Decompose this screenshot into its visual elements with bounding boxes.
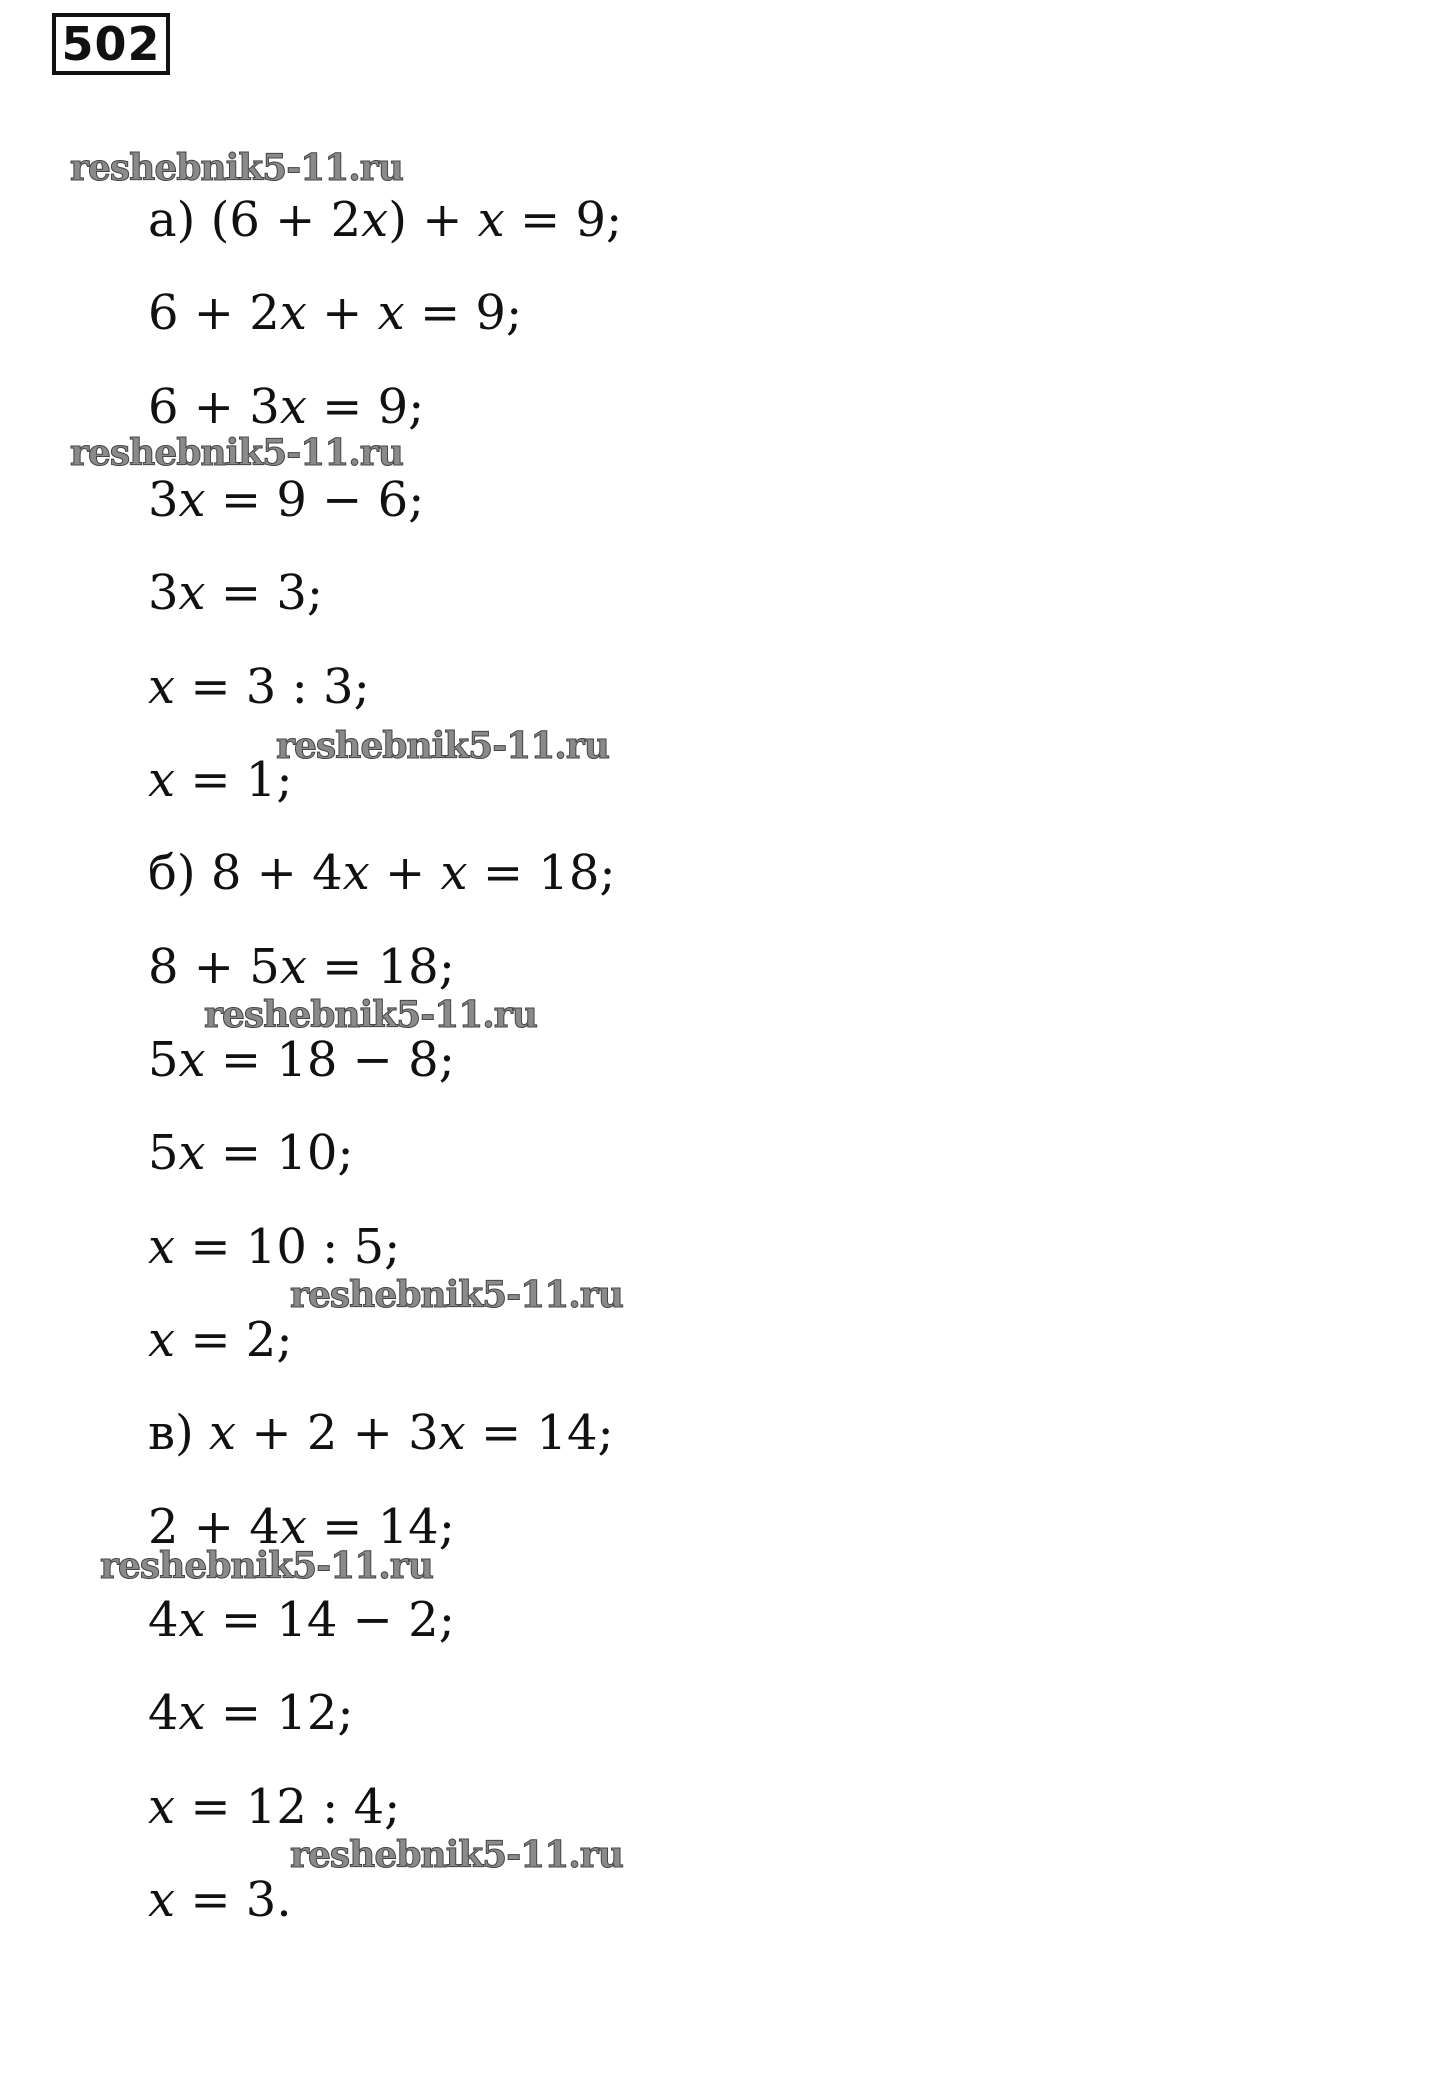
solution-line-c-2: 2 + 4𝑥 = 14; [148, 1499, 455, 1555]
solution-line-a-4: 3𝑥 = 9 − 6; [148, 472, 425, 528]
solution-line-a-2: 6 + 2𝑥 + 𝑥 = 9; [148, 285, 523, 341]
task-number-box: 502 [52, 13, 170, 75]
solution-line-a-7: 𝑥 = 1; [148, 752, 293, 808]
solution-line-b-3: 5𝑥 = 18 − 8; [148, 1032, 455, 1088]
solution-line-c-3: 4𝑥 = 14 − 2; [148, 1592, 455, 1648]
solution-line-a-6: 𝑥 = 3 : 3; [148, 659, 370, 715]
solution-line-b-6: 𝑥 = 2; [148, 1312, 293, 1368]
solution-line-c-6: 𝑥 = 3. [148, 1872, 292, 1928]
solution-line-c-1: в) 𝑥 + 2 + 3𝑥 = 14; [148, 1405, 614, 1461]
watermark: reshebnik5-11.ru [276, 725, 609, 767]
solution-line-b-4: 5𝑥 = 10; [148, 1125, 354, 1181]
solution-line-a-5: 3𝑥 = 3; [148, 565, 324, 621]
solution-line-b-1: б) 8 + 4𝑥 + 𝑥 = 18; [148, 845, 616, 901]
solution-line-a-3: 6 + 3𝑥 = 9; [148, 379, 425, 435]
watermark: reshebnik5-11.ru [290, 1834, 623, 1876]
watermark: reshebnik5-11.ru [100, 1545, 433, 1587]
watermark: reshebnik5-11.ru [70, 432, 403, 474]
solution-line-a-1: а) (6 + 2𝑥) + 𝑥 = 9; [148, 192, 623, 248]
solution-line-c-4: 4𝑥 = 12; [148, 1685, 354, 1741]
watermark: reshebnik5-11.ru [204, 994, 537, 1036]
solution-line-b-5: 𝑥 = 10 : 5; [148, 1219, 401, 1275]
watermark: reshebnik5-11.ru [70, 147, 403, 189]
solution-line-c-5: 𝑥 = 12 : 4; [148, 1779, 401, 1835]
watermark: reshebnik5-11.ru [290, 1274, 623, 1316]
solution-line-b-2: 8 + 5𝑥 = 18; [148, 939, 455, 995]
